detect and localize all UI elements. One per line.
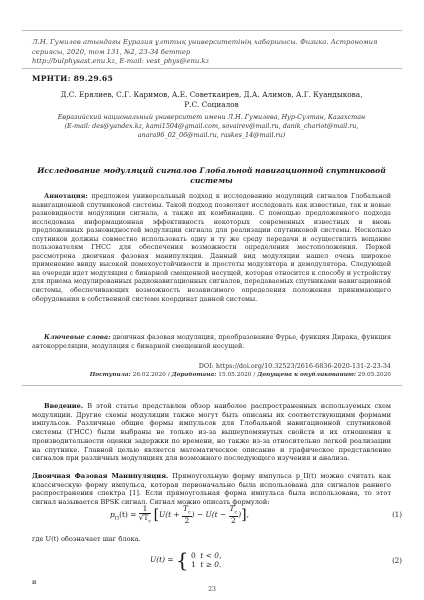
where-text: где U(t) обозначает шаг блока. <box>32 535 141 543</box>
eq1-half-period-2 <box>229 504 242 526</box>
bpsk-label: Двоичная Фазовая Манипуляция. <box>32 472 169 480</box>
introduction-paragraph <box>32 402 391 463</box>
equation-2-number: (2) <box>392 557 402 565</box>
eq1-tc-den-1: 2 <box>184 516 190 526</box>
eq2-lhs: U(t) = <box>150 555 174 564</box>
eq1-term-1: U(t + <box>159 510 180 520</box>
accepted-date: 29.05.2020 <box>355 372 391 378</box>
keywords-label: Ключевые слова: <box>44 333 111 341</box>
equation-1 <box>110 505 320 529</box>
eq1-coef-den: √T <box>138 513 149 522</box>
eq1-tc-num-1: T <box>183 504 188 513</box>
journal-url: http://bulphysast.enu.kz, E-mail: vest_phys@enu.kz <box>32 57 210 66</box>
submission-dates: Поступила: 26.02.2020 / Доработана: 15.05.2020 / Допущена к опубликованию: 29.05.2020 <box>89 372 391 378</box>
eq1-coef-num: 1 <box>139 505 151 514</box>
continuation-text: и <box>32 578 37 586</box>
eq1-bracket-open: [ <box>153 507 160 524</box>
intro-text: В этой статье представлен обзор наиболее распространенных используемых схем модуляции. Другие схемы модуляции также могут быть описаны их соответствующими формами импульсов. Различные общие формы импульсов для Глобальной навигационной спутниковой системы (ГНСС) были выбраны не только из-за вышеупомянутых свойств и их отношения к производительности оценки задержки по времени, но также из-за относительно легкой реализации на спутнике. Главной целью является математическое описание и графическое представление сигналов при различных модуляциях для возможного последующего изучения и анализа. <box>32 402 391 463</box>
accepted-label: Допущена к опубликованию: <box>257 372 356 378</box>
abstract-label: Аннотация: <box>44 192 88 200</box>
eq2-case1-cond: t < 0, <box>200 551 222 560</box>
eq2-brace: { <box>175 548 189 572</box>
eq2-case2-cond: t ≥ 0. <box>200 560 222 569</box>
abstract-text: предложен универсальный подход к исследованию модуляций сигналов Глобальной навигационной спутниковой системы. Такой подход позволяет исследовать как известные, так и новые разновидности модуляции сигнала, а также их комбинации. С помощью предложенного подхода исследована информационная эффективность некоторых современных известных и вновь предложенных разновидностей модуляции сигнала для реализации спутниковой системы. Несколько спутников должны совместно использовать одну и ту же среду передачи и осуществлять вещание пользователям ГНСС для обеспечения возможности определения местоположения. Первой рассмотрена двоичная фазовая манипуляция. Данный вид модуляции нашел очень широкое применение ввиду высокой помехоустойчивости и простоты модулятора и демодулятора. Следующей на очереди идет модуляция с бинарной смещенной несущей, которая относится к способу и устройству для приема модулированных радионавигационных сигналов, передаваемых спутниками навигационной системы, обеспечивающих возможность независимого определения положения принимающего оборудования в собственной системе координат данной системы. <box>32 192 391 303</box>
eq1-tc-sub-2: c <box>234 509 238 516</box>
eq1-tc-den-2: 2 <box>231 516 236 526</box>
eq1-bracket-close: ] <box>241 507 247 524</box>
header-rule <box>22 68 402 69</box>
revised-date: 15.05.2020 <box>216 372 254 378</box>
keywords <box>32 333 391 350</box>
authors-line-1: Д.С. Ерялиев, С.Г. Каримов, А.Е. Советкаирев, Д.А. Алимов, А.Г. Куандыкова, <box>60 90 363 99</box>
revised-label: Доработана: <box>171 372 217 378</box>
intro-label: Введение. <box>44 402 84 410</box>
keywords-text: двоичная фазовая модуляция, преобразование Фурье, функция Дирака, функция автокорреляции, модуляция с бинарной смещенной несущей. <box>32 333 392 350</box>
page-number: 23 <box>208 586 216 593</box>
eq1-tc-num-2: T <box>229 504 235 513</box>
eq1-lhs-sub: П <box>114 515 120 522</box>
received-date: 26.02.2020 <box>130 372 168 378</box>
mrnti-code: МРНТИ: 89.29.65 <box>32 74 114 83</box>
eq2-case2-val: 1 <box>190 560 196 569</box>
eq1-half-period-1 <box>182 505 192 525</box>
authors-line-2: Р.С. Социалов <box>184 100 239 109</box>
bpsk-text: Прямоугольную форму импульса p_II(t) можно считать как классическую форму импульса, которая первоначально была использована для сигналов раннего распространения спектра [1]. Если прямоугольная форма импульса была использована, то этот сигнал называется BPSK сигнал. Сигнал можно описать формулой: <box>32 472 391 507</box>
eq2-case1-val: 0 <box>190 551 196 560</box>
abstract <box>32 192 391 303</box>
affiliation <box>32 113 391 139</box>
eq1-tail: , <box>246 510 249 520</box>
title-line-1: Исследование модуляций сигналов Глобальной навигационной спутниковой <box>37 166 386 175</box>
affiliation-emails-1: (E-mail: des@yandex.kz, kami1504@gmail.com, sovairev@mail.ru, danik_chariot@mail.ru, <box>64 121 359 130</box>
eq1-coef-den-sub: c <box>148 518 152 525</box>
eq1-coefficient <box>139 505 151 525</box>
top-rule <box>22 30 402 31</box>
journal-line-1: Л.Н. Гумилев атындағы Еуразия ұлттық университетінің хабаршысы. Физика. Астрономия <box>32 38 378 46</box>
affiliation-line-1: Евразийский национальный университет имени Л.Н. Гумилева, Нур-Султан, Казахстан <box>57 113 366 121</box>
affiliation-emails-2: anara96_02_06@mail.ru, raskes_14@mail.ru) <box>137 130 286 139</box>
eq1-tc-sub-1: c <box>187 509 191 516</box>
authors <box>32 90 391 110</box>
eq1-lhs-arg: (t) = <box>119 510 137 520</box>
paper-title <box>32 166 391 186</box>
meta-rule <box>22 385 402 386</box>
equation-1-number: (1) <box>392 511 402 519</box>
journal-line-2: сериясы, 2020, том 131, №2, 23-34 беттер <box>32 47 191 56</box>
eq1-term-close: ) <box>238 510 242 520</box>
eq1-term-2: ) − U(t − <box>191 510 227 520</box>
equation-2 <box>150 550 290 574</box>
doi-link[interactable]: DOI: https://doi.org/10.32523/2616-6836-2020-131-2-23-34 <box>198 362 391 370</box>
bpsk-paragraph <box>32 472 391 507</box>
eq2-cases <box>191 551 221 569</box>
received-label: Поступила: <box>89 372 131 378</box>
eq1-lhs: p <box>110 510 115 520</box>
journal-header <box>32 38 391 67</box>
title-line-2: системы <box>190 176 233 185</box>
